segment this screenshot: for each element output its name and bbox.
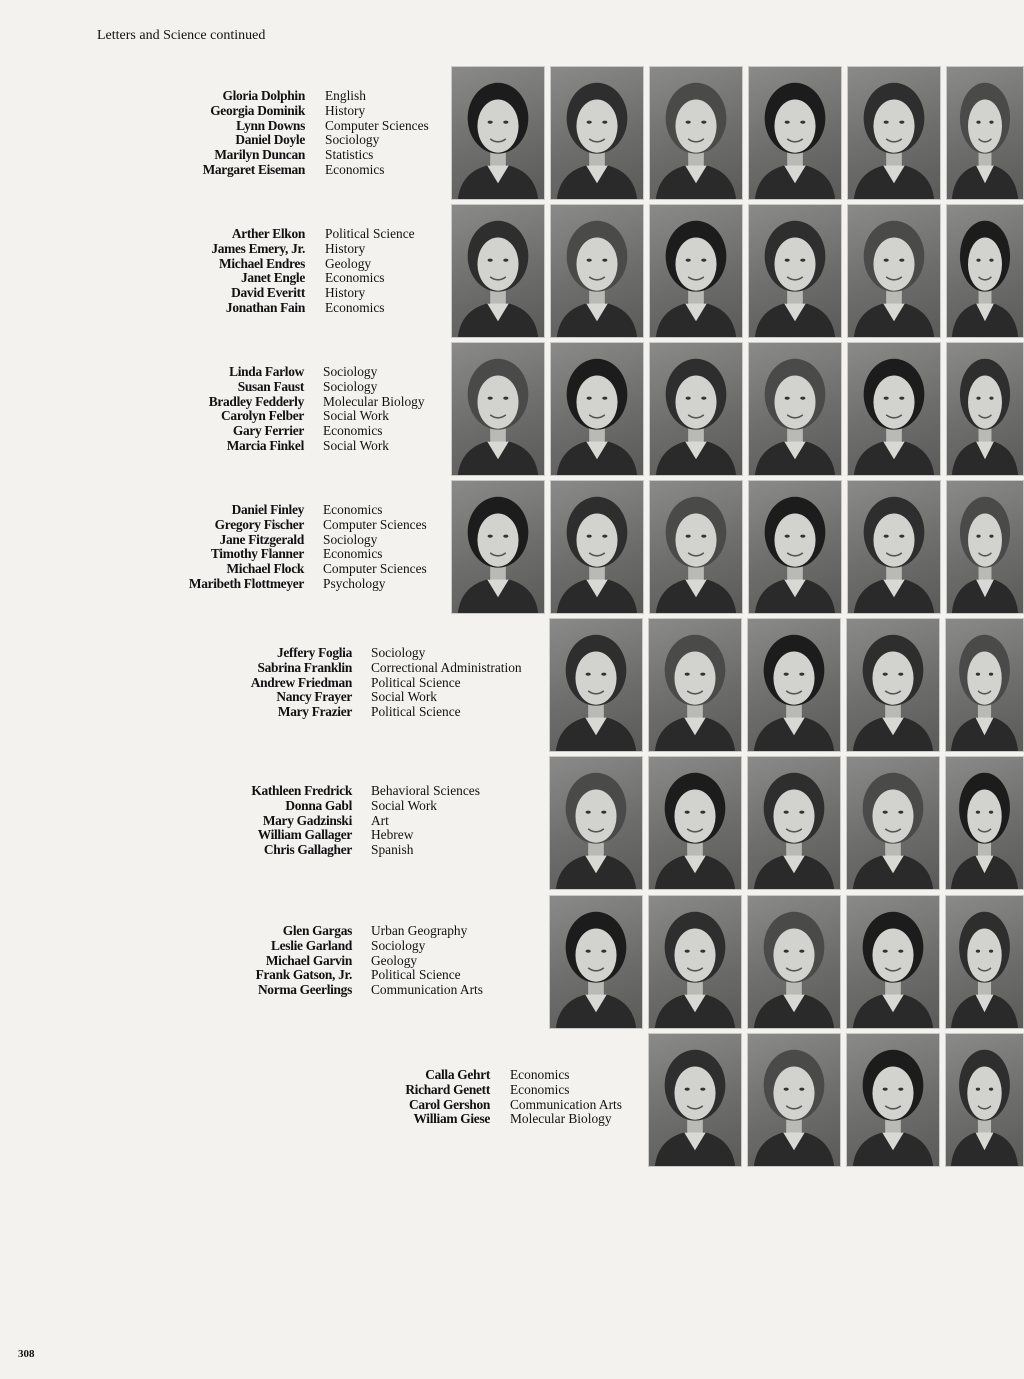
student-portrait-photo xyxy=(649,66,743,200)
student-major: Psychology xyxy=(323,575,386,591)
student-major: Sociology xyxy=(371,645,426,660)
student-name: Daniel Doyle xyxy=(235,132,305,148)
student-name: Gloria Dolphin xyxy=(222,88,305,103)
student-names-group-7 xyxy=(256,924,352,998)
student-portrait-photo xyxy=(648,1033,742,1167)
student-major: Economics xyxy=(325,270,385,286)
student-major: Communication Arts xyxy=(371,982,483,998)
student-portrait-photo xyxy=(649,480,743,614)
student-portrait-photo xyxy=(648,756,742,890)
student-major: Political Science xyxy=(371,704,461,720)
student-portrait-photo xyxy=(945,756,1024,890)
student-name: James Emery, Jr. xyxy=(211,240,305,256)
student-major: Computer Sciences xyxy=(325,117,429,133)
student-major: Statistics xyxy=(325,147,374,163)
student-portrait-photo xyxy=(649,204,743,338)
student-name: Carol Gershon xyxy=(408,1096,490,1112)
student-name: Lynn Downs xyxy=(236,117,305,133)
student-name: William Giese xyxy=(413,1111,490,1127)
student-names-group-5 xyxy=(251,646,352,720)
student-name: Carolyn Felber xyxy=(221,408,304,424)
student-major: Urban Geography xyxy=(371,923,468,938)
student-name: Linda Farlow xyxy=(229,364,304,379)
student-major: Social Work xyxy=(323,437,389,453)
student-majors-group-2 xyxy=(325,227,415,316)
student-portrait-photo xyxy=(847,342,941,476)
student-names-group-1 xyxy=(203,89,305,178)
student-portrait-photo xyxy=(946,66,1024,200)
student-major: Behavioral Sciences xyxy=(371,783,480,798)
student-portrait-photo xyxy=(846,1033,940,1167)
student-portrait-photo xyxy=(549,895,643,1029)
student-portrait-photo xyxy=(747,756,841,890)
student-name: Maribeth Flottmeyer xyxy=(188,575,304,591)
student-portrait-photo xyxy=(945,1033,1024,1167)
student-name: Margaret Eiseman xyxy=(202,161,305,177)
student-name: Leslie Garland xyxy=(271,937,352,953)
student-portrait-photo xyxy=(945,618,1024,752)
student-majors-group-6 xyxy=(371,784,480,858)
student-major: Economics xyxy=(510,1067,570,1082)
student-name: Jane Fitzgerald xyxy=(219,531,304,547)
student-portrait-photo xyxy=(550,342,644,476)
student-portrait-photo xyxy=(847,204,941,338)
student-major: Social Work xyxy=(371,689,437,705)
student-portrait-photo xyxy=(846,618,940,752)
student-name: Mary Gadzinski xyxy=(262,812,352,828)
student-portrait-photo xyxy=(550,66,644,200)
student-names-group-8 xyxy=(405,1068,490,1127)
student-portrait-photo xyxy=(846,756,940,890)
student-portrait-photo xyxy=(747,1033,841,1167)
student-major: Social Work xyxy=(323,408,389,424)
student-major: Economics xyxy=(323,502,383,517)
student-major: Geology xyxy=(325,255,372,271)
student-major: Economics xyxy=(325,161,385,177)
student-name: Frank Gatson, Jr. xyxy=(255,967,352,983)
student-names-group-3 xyxy=(209,365,304,454)
student-portrait-photo xyxy=(748,66,842,200)
student-major: English xyxy=(325,88,366,103)
student-names-group-2 xyxy=(211,227,305,316)
student-name: Michael Flock xyxy=(226,561,304,577)
student-portrait-photo xyxy=(550,480,644,614)
student-portrait-photo xyxy=(747,895,841,1029)
student-name: Timothy Flanner xyxy=(210,546,304,562)
student-name: Calla Gehrt xyxy=(425,1067,490,1082)
student-name: Nancy Frayer xyxy=(276,689,352,705)
student-major: Economics xyxy=(325,299,385,315)
student-portrait-photo xyxy=(550,204,644,338)
student-portrait-photo xyxy=(946,480,1024,614)
student-major: Sociology xyxy=(323,531,378,547)
student-name: Daniel Finley xyxy=(231,502,304,517)
student-name: Donna Gabl xyxy=(285,797,352,813)
student-portrait-photo xyxy=(846,895,940,1029)
student-major: History xyxy=(325,285,366,301)
student-portrait-photo xyxy=(748,480,842,614)
student-portrait-photo xyxy=(451,480,545,614)
student-major: Sociology xyxy=(323,378,378,394)
student-majors-group-7 xyxy=(371,924,483,998)
student-portrait-photo xyxy=(847,66,941,200)
student-portrait-photo xyxy=(451,66,545,200)
student-name: Gary Ferrier xyxy=(232,423,304,439)
student-name: Andrew Friedman xyxy=(250,674,352,690)
student-major: Art xyxy=(371,812,389,828)
student-portrait-photo xyxy=(549,756,643,890)
student-major: Computer Sciences xyxy=(323,516,427,532)
student-name: Kathleen Fredrick xyxy=(251,783,352,798)
student-major: Sociology xyxy=(325,132,380,148)
student-name: Janet Engle xyxy=(240,270,305,286)
student-major: Hebrew xyxy=(371,827,414,843)
student-major: History xyxy=(325,102,366,118)
student-name: Marilyn Duncan xyxy=(214,147,305,163)
student-majors-group-1 xyxy=(325,89,429,178)
student-name: Chris Gallagher xyxy=(263,842,352,858)
student-major: Economics xyxy=(510,1081,570,1097)
student-portrait-photo xyxy=(648,618,742,752)
student-name: Jonathan Fain xyxy=(225,299,305,315)
student-major: Computer Sciences xyxy=(323,561,427,577)
student-name: Marcia Finkel xyxy=(226,437,304,453)
student-name: Georgia Dominik xyxy=(210,102,305,118)
student-major: History xyxy=(325,240,366,256)
student-name: Michael Endres xyxy=(219,255,305,271)
student-portrait-photo xyxy=(748,342,842,476)
student-name: Glen Gargas xyxy=(282,923,352,938)
page-number: 308 xyxy=(18,1348,35,1360)
student-majors-group-3 xyxy=(323,365,425,454)
student-major: Spanish xyxy=(371,842,414,858)
student-name: Mary Frazier xyxy=(277,704,352,720)
student-name: Susan Faust xyxy=(237,378,304,394)
student-portrait-photo xyxy=(847,480,941,614)
student-major: Correctional Administration xyxy=(371,659,522,675)
student-name: William Gallager xyxy=(257,827,352,843)
student-major: Political Science xyxy=(325,226,415,241)
student-name: Sabrina Franklin xyxy=(257,659,352,675)
student-majors-group-4 xyxy=(323,503,427,592)
student-major: Economics xyxy=(323,546,383,562)
student-portrait-photo xyxy=(748,204,842,338)
student-names-group-6 xyxy=(251,784,352,858)
student-major: Economics xyxy=(323,423,383,439)
student-portrait-photo xyxy=(451,342,545,476)
student-name: Arther Elkon xyxy=(231,226,305,241)
student-portrait-photo xyxy=(747,618,841,752)
student-name: Gregory Fischer xyxy=(214,516,304,532)
student-portrait-photo xyxy=(451,204,545,338)
student-portrait-photo xyxy=(945,895,1024,1029)
student-majors-group-8 xyxy=(510,1068,622,1127)
student-major: Molecular Biology xyxy=(510,1111,612,1127)
student-name: Norma Geerlings xyxy=(257,982,352,998)
student-major: Sociology xyxy=(323,364,378,379)
page-header: Letters and Science continued xyxy=(97,28,266,43)
student-name: Jeffery Foglia xyxy=(277,645,352,660)
student-names-group-4 xyxy=(189,503,304,592)
student-major: Political Science xyxy=(371,674,461,690)
student-major: Molecular Biology xyxy=(323,393,425,409)
student-portrait-photo xyxy=(648,895,742,1029)
student-name: David Everitt xyxy=(231,285,305,301)
student-major: Communication Arts xyxy=(510,1096,622,1112)
student-name: Michael Garvin xyxy=(265,952,352,968)
student-portrait-photo xyxy=(946,342,1024,476)
student-name: Bradley Fedderly xyxy=(208,393,304,409)
student-portrait-photo xyxy=(946,204,1024,338)
student-major: Social Work xyxy=(371,797,437,813)
student-portrait-photo xyxy=(549,618,643,752)
student-major: Geology xyxy=(371,952,418,968)
student-major: Sociology xyxy=(371,937,426,953)
student-name: Richard Genett xyxy=(405,1081,490,1097)
student-portrait-photo xyxy=(649,342,743,476)
student-major: Political Science xyxy=(371,967,461,983)
student-majors-group-5 xyxy=(371,646,522,720)
